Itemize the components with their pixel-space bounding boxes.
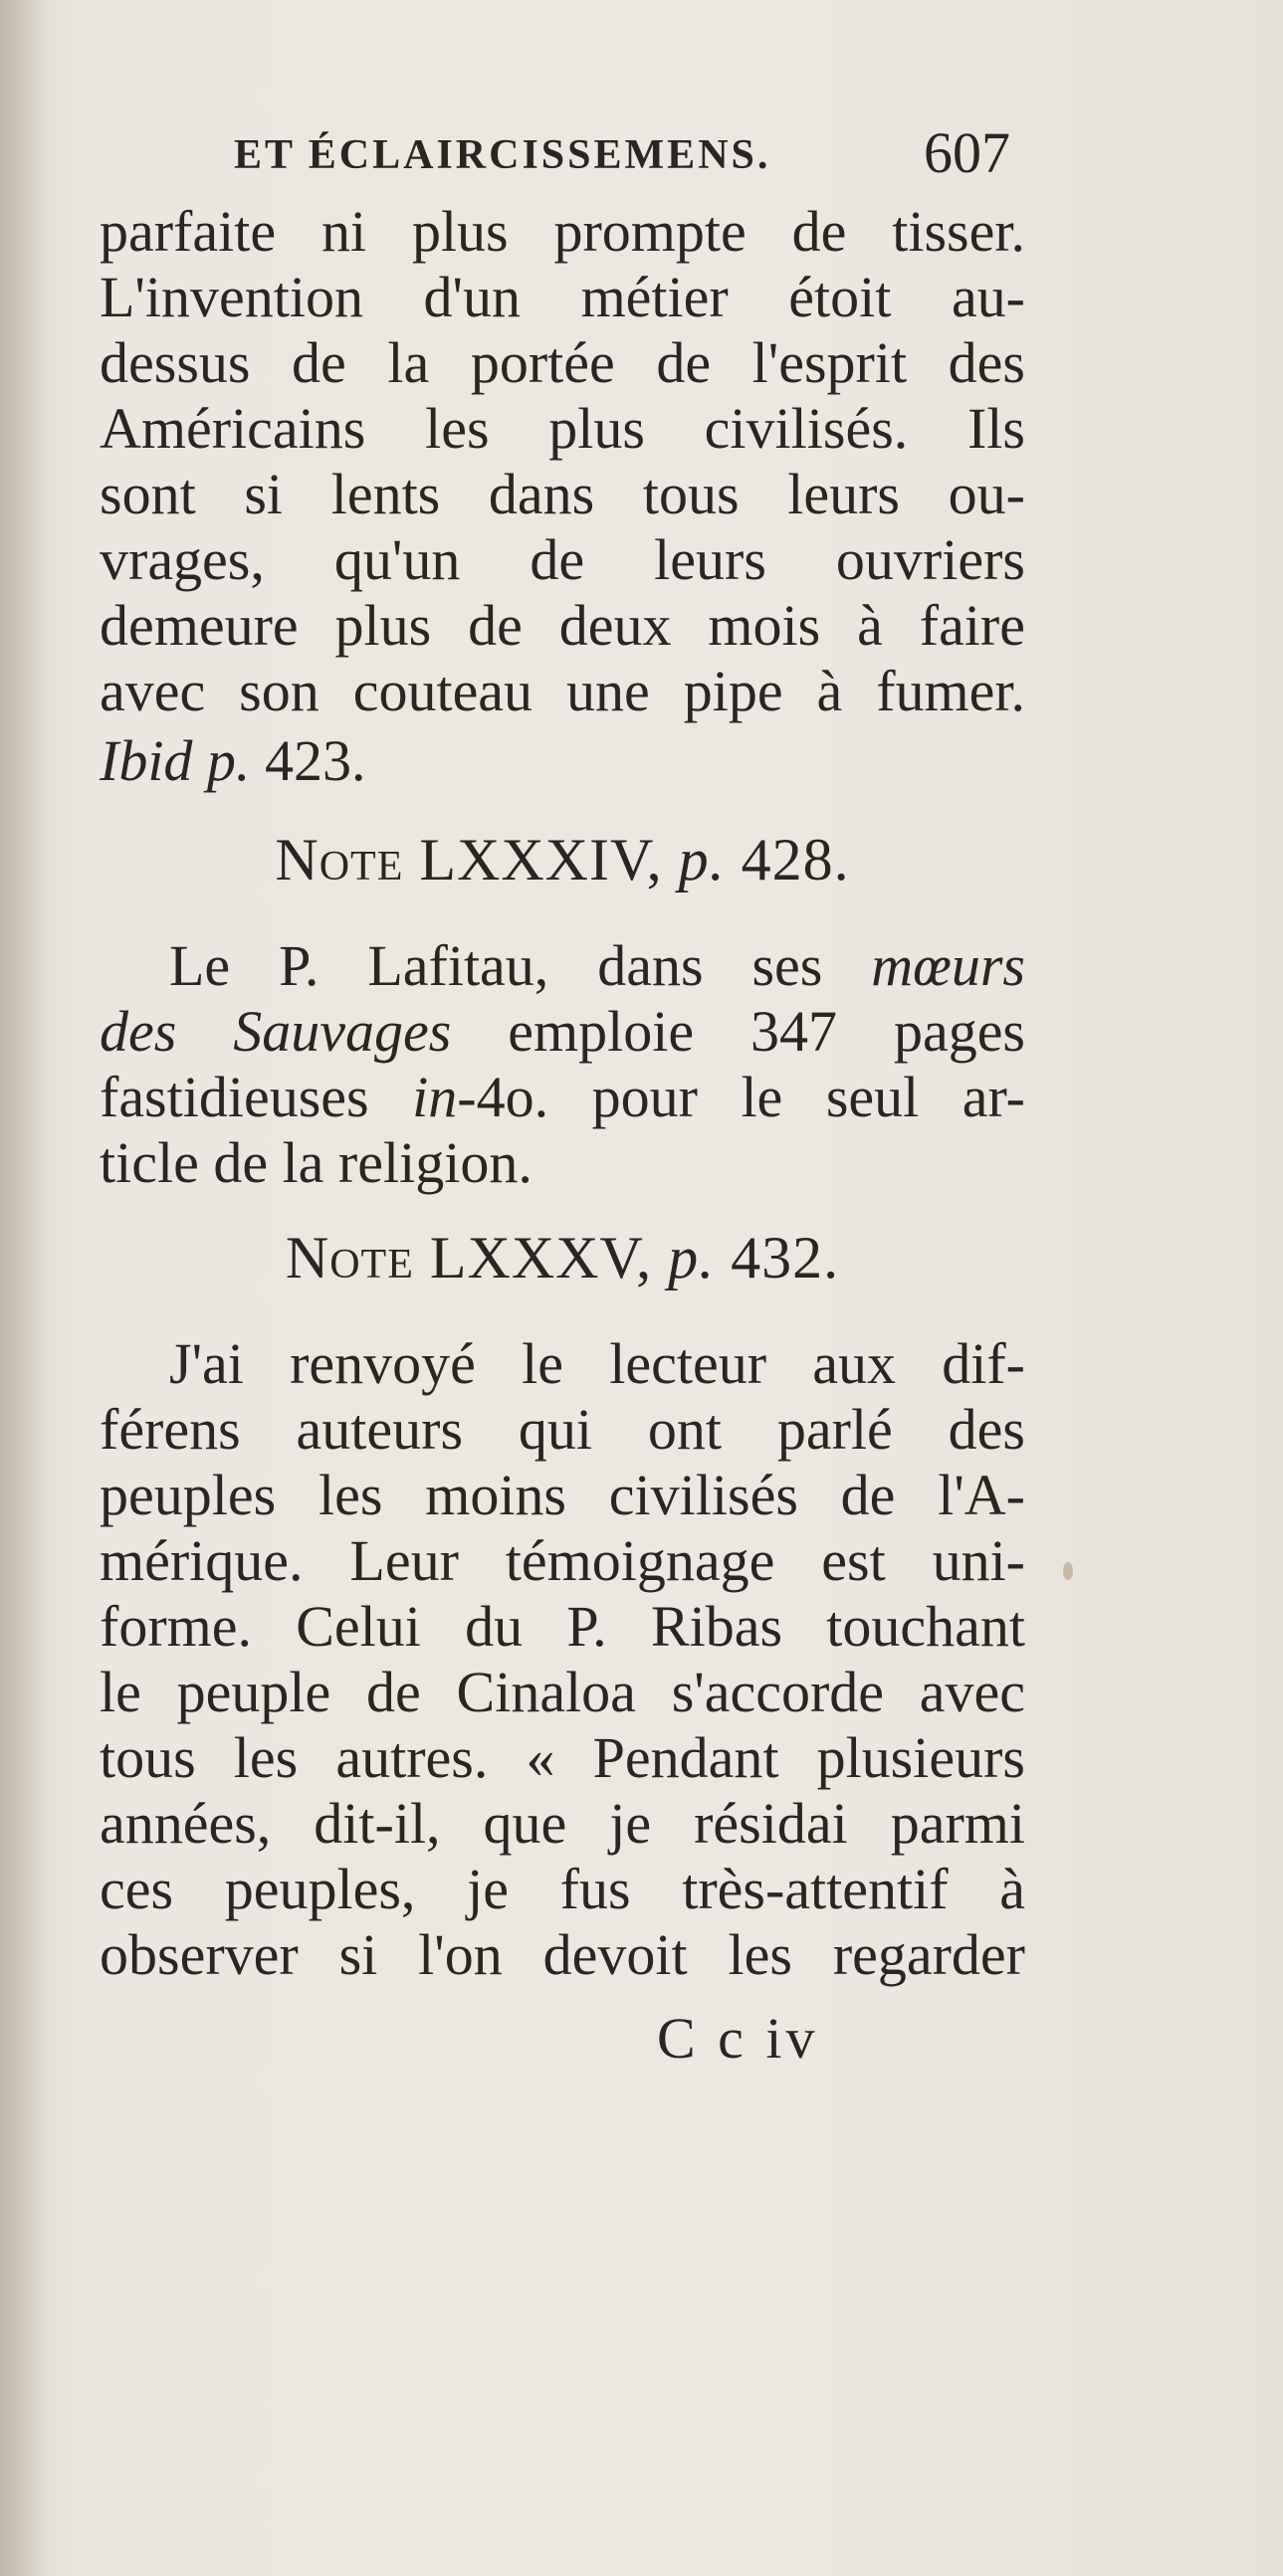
body-line: parfaite ni plus prompte de tisser. xyxy=(100,199,1025,264)
signature-mark: C c iv xyxy=(657,2006,819,2071)
note-heading-85: Note LXXXV, p. 432. xyxy=(285,1225,840,1290)
body-line: demeure plus de deux mois à faire xyxy=(100,593,1025,658)
ibid-label: Ibid p. xyxy=(100,728,251,793)
body-line: Le P. Lafitau, dans ses mœurs xyxy=(169,933,1025,998)
body-line: dessus de la portée de l'esprit des xyxy=(100,330,1025,395)
body-line: des Sauvages emploie 347 pages xyxy=(100,999,1026,1064)
note-number: LXXXIV xyxy=(419,827,647,892)
body-line: sont si lents dans tous leurs ou- xyxy=(100,462,1025,526)
body-line: tous les autres. « Pendant plusieurs xyxy=(100,1725,1025,1790)
note-page: 432. xyxy=(731,1225,840,1290)
body-line: le peuple de Cinaloa s'accorde avec xyxy=(100,1660,1025,1724)
page-number: 607 xyxy=(924,120,1010,185)
note-page: 428. xyxy=(741,827,850,892)
note-word: Note xyxy=(275,827,404,892)
note-p-label: p. xyxy=(668,1225,716,1290)
body-line: forme. Celui du P. Ribas touchant xyxy=(100,1594,1025,1659)
body-line: J'ai renvoyé le lecteur aux dif- xyxy=(169,1331,1025,1396)
note-number: LXXXV xyxy=(429,1225,637,1290)
italic-format: in xyxy=(412,1065,458,1129)
body-line: fastidieuses in-4o. pour le seul ar- xyxy=(100,1065,1025,1129)
gutter-shadow xyxy=(0,0,45,2576)
italic-title: des Sauvages xyxy=(100,999,452,1064)
body-line: années, dit-il, que je résidai parmi xyxy=(100,1791,1025,1856)
body-line: avec son couteau une pipe à fumer. xyxy=(100,659,1025,723)
running-head: ET ÉCLAIRCISSEMENS. xyxy=(234,132,771,178)
paper-stain xyxy=(1063,1562,1073,1580)
italic-title: mœurs xyxy=(871,933,1025,998)
ibid-reference xyxy=(100,728,1025,794)
note-word: Note xyxy=(285,1225,414,1290)
body-line: peuples les moins civilisés de l'A- xyxy=(100,1463,1025,1527)
note-p-label: p. xyxy=(678,827,726,892)
body-line: observer si l'on devoit les regarder xyxy=(100,1922,1025,1987)
page-header xyxy=(234,119,1030,189)
body-line: vrages, qu'un de leurs ouvriers xyxy=(100,527,1025,592)
body-line: L'invention d'un métier étoit au- xyxy=(100,265,1025,329)
body-line: Américains les plus civilisés. Ils xyxy=(100,396,1025,461)
ibid-page: 423. xyxy=(264,728,366,793)
body-line: ticle de la religion. xyxy=(100,1130,533,1195)
body-line: mérique. Leur témoignage est uni- xyxy=(100,1528,1025,1593)
body-line: férens auteurs qui ont parlé des xyxy=(100,1397,1025,1462)
note-heading-84: Note LXXXIV, p. 428. xyxy=(275,827,850,892)
body-line: ces peuples, je fus très-attentif à xyxy=(100,1857,1025,1921)
